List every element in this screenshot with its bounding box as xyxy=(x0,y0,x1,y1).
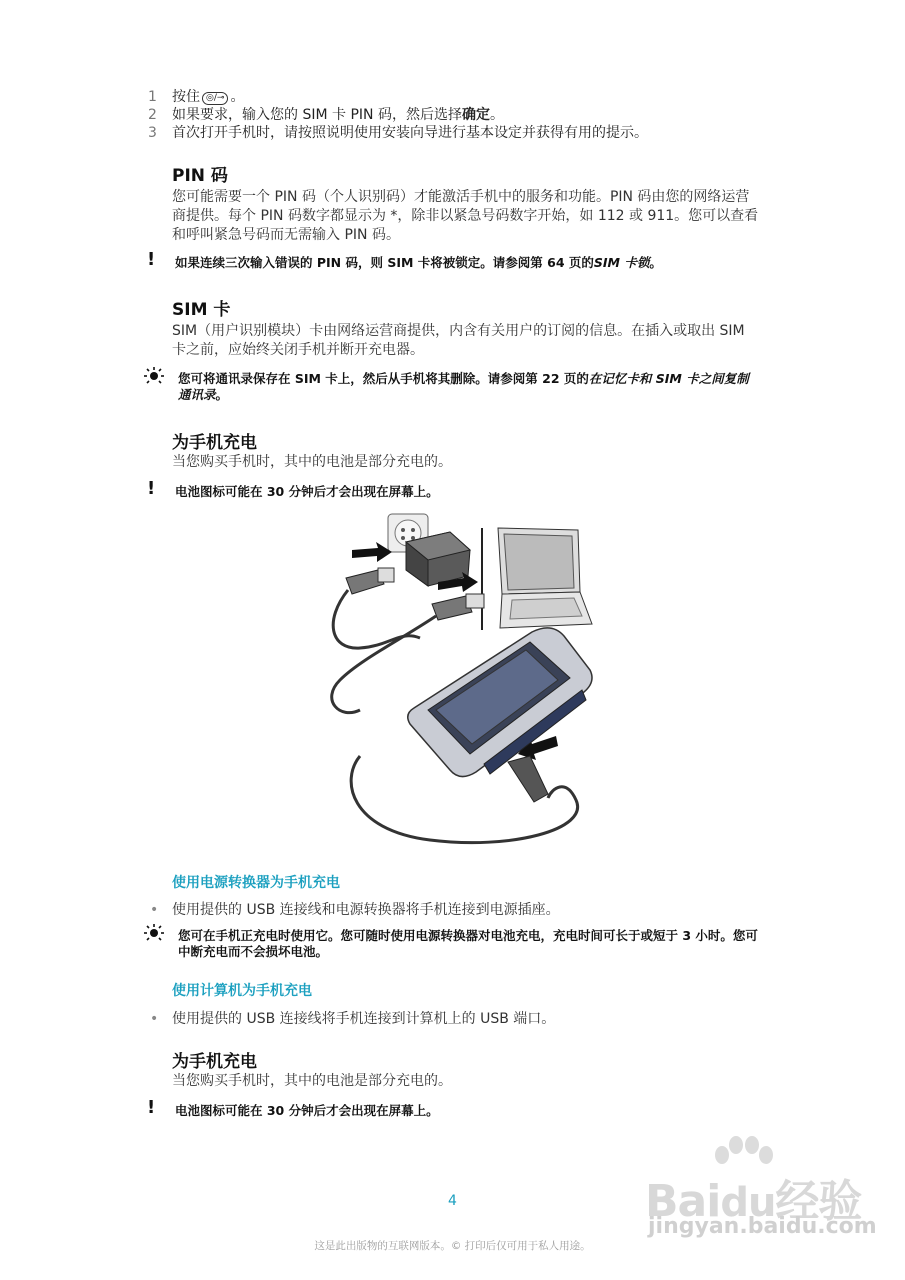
computer-subheading: 使用计算机为手机充电 xyxy=(172,983,312,999)
charge-note-repeat: 电池图标可能在 30 分钟后才会出现在屏幕上。 xyxy=(175,1103,439,1118)
bullet-icon: • xyxy=(150,1011,159,1027)
pin-note: 如果连续三次输入错误的 PIN 码，则 SIM 卡将被锁定。请参阅第 64 页的SIM 卡锁。 xyxy=(175,255,662,270)
sim-tip: 您可将通讯录保存在 SIM 卡上，然后从手机将其删除。请参阅第 22 页的在记忆卡和 SIM 卡之间复制通讯录。 xyxy=(178,371,749,402)
charge-heading-repeat: 为手机充电 xyxy=(172,1052,257,1072)
power-key-icon: ◎/⊸ xyxy=(202,92,228,105)
warning-icon: ! xyxy=(147,478,156,499)
tip-lightbulb-icon xyxy=(143,367,165,385)
arrow-icon xyxy=(352,542,392,562)
laptop xyxy=(482,528,592,630)
step-1: 1 按住 ◎/⊸ 。 xyxy=(148,89,245,105)
baidu-watermark-url: jingyan.baidu.com xyxy=(648,1214,877,1239)
computer-bullet: • 使用提供的 USB 连接线将手机连接到计算机上的 USB 端口。 xyxy=(150,1011,556,1027)
warning-icon: ! xyxy=(147,1097,156,1118)
sim-lock-link[interactable]: SIM 卡锁 xyxy=(593,255,650,270)
pin-heading: PIN 码 xyxy=(172,166,228,186)
step-3: 3 首次打开手机时，请按照说明使用安装向导进行基本设定并获得有用的提示。 xyxy=(148,125,648,141)
charge-heading: 为手机充电 xyxy=(172,433,257,453)
sim-heading: SIM 卡 xyxy=(172,300,231,320)
charger-subheading: 使用电源转换器为手机充电 xyxy=(172,875,340,891)
copy-contacts-link[interactable]: 在记忆卡和 SIM 卡之间复制通讯录 xyxy=(178,371,749,402)
charge-body: 当您购买手机时，其中的电池是部分充电的。 xyxy=(172,454,452,470)
page-number: 4 xyxy=(448,1193,457,1209)
footer-notice: 这是此出版物的互联网版本。© 打印后仅可用于私人用途。 xyxy=(314,1240,591,1252)
warning-icon: ! xyxy=(147,249,156,270)
bullet-icon: • xyxy=(150,902,159,918)
pin-body: 您可能需要一个 PIN 码（个人识别码）才能激活手机中的服务和功能。PIN 码由您的网络运营商提供。每个 PIN 码数字都显示为 *，除非以紧急号码数字开始，如 112 或 911。您可以查看和呼叫紧急号码而无需输入 PIN 码。 xyxy=(172,189,759,243)
charging-illustration xyxy=(320,510,610,855)
charger-bullet: • 使用提供的 USB 连接线和电源转换器将手机连接到电源插座。 xyxy=(150,902,560,918)
baidu-watermark-logo: Baidu经验 xyxy=(645,1176,862,1227)
sim-body: SIM（用户识别模块）卡由网络运营商提供，内含有关用户的订阅的信息。在插入或取出 SIM 卡之前，应始终关闭手机并断开充电器。 xyxy=(172,323,745,358)
charge-body-repeat: 当您购买手机时，其中的电池是部分充电的。 xyxy=(172,1073,452,1089)
charger-tip: 您可在手机正充电时使用它。您可随时使用电源转换器对电池充电，充电时间可长于或短于 3 小时。您可中断充电而不会损坏电池。 xyxy=(178,928,758,959)
phone xyxy=(408,628,592,777)
step-2: 2 如果要求，输入您的 SIM 卡 PIN 码，然后选择确定。 xyxy=(148,107,504,123)
charge-note: 电池图标可能在 30 分钟后才会出现在屏幕上。 xyxy=(175,484,439,499)
power-adapter xyxy=(406,532,470,586)
tip-lightbulb-icon xyxy=(143,924,165,942)
